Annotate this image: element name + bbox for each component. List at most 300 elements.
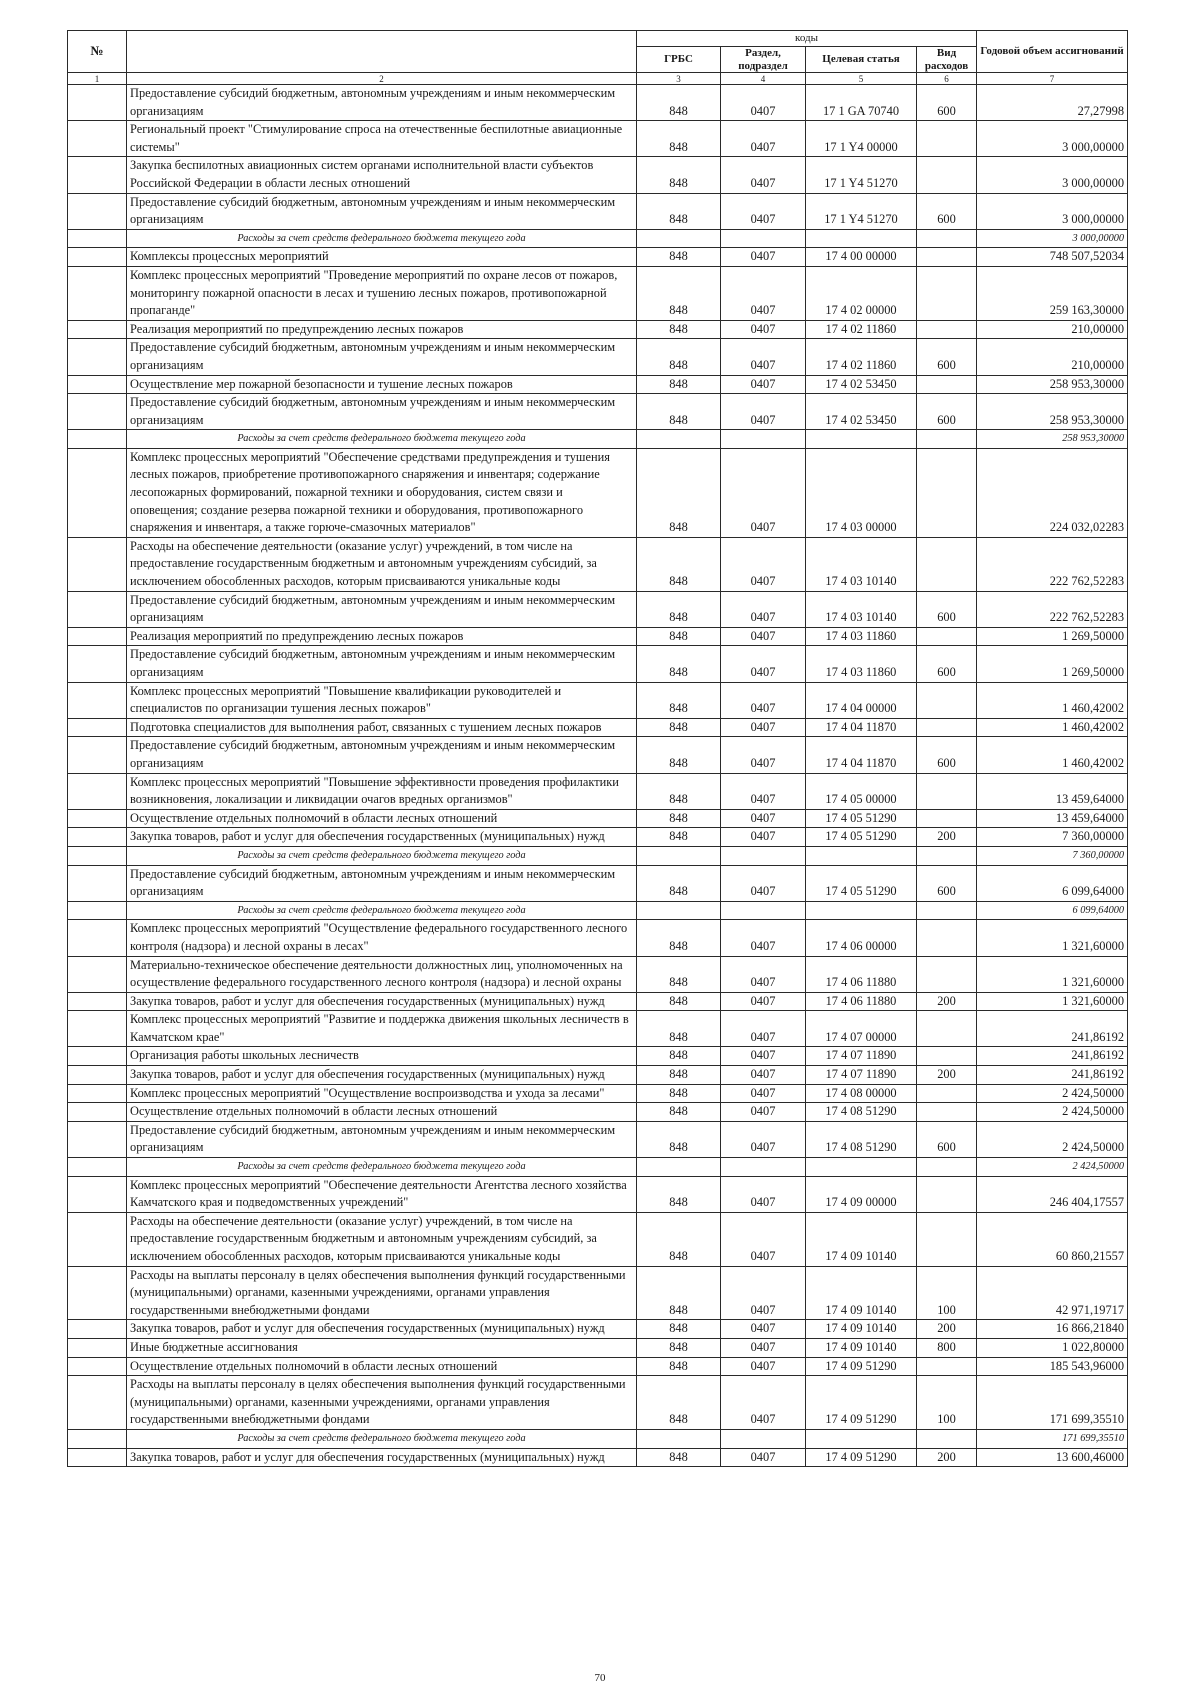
table-row <box>68 1212 1128 1266</box>
cell-grbs: 848 <box>637 627 721 646</box>
cell-num <box>68 1448 127 1467</box>
cell-num <box>68 846 127 865</box>
cell-grbs: 848 <box>637 1320 721 1339</box>
cell-vr <box>917 682 977 718</box>
cell-grbs: 848 <box>637 920 721 956</box>
cell-vr: 600 <box>917 394 977 430</box>
cell-grbs: 848 <box>637 1212 721 1266</box>
cell-vr <box>917 1084 977 1103</box>
table-row <box>68 737 1128 773</box>
table-body <box>68 85 1128 1467</box>
cell-grbs: 848 <box>637 1066 721 1085</box>
cell-vr <box>917 920 977 956</box>
cell-name: Расходы на выплаты персоналу в целях обеспечения выполнения функций государственными (муниципальными) органами, казенными учреждениями, органами управления государственными внебюджетными фондами <box>127 1376 637 1430</box>
cell-amount: 222 762,52283 <box>977 591 1128 627</box>
cell-vr: 600 <box>917 646 977 682</box>
cell-name: Осуществление мер пожарной безопасности и тушение лесных пожаров <box>127 375 637 394</box>
cell-target: 17 4 09 10140 <box>806 1338 917 1357</box>
cell-grbs: 848 <box>637 1338 721 1357</box>
header-target: Целевая статья <box>806 47 917 73</box>
table-row <box>68 1266 1128 1320</box>
table-row <box>68 992 1128 1011</box>
cell-num <box>68 1158 127 1177</box>
header-section: Раздел, подраздел <box>721 47 806 73</box>
cell-section: 0407 <box>721 248 806 267</box>
cell-vr: 600 <box>917 1121 977 1157</box>
cell-name: Комплекс процессных мероприятий "Проведение мероприятий по охране лесов от пожаров, мониторингу пожарной опасности в лесах и тушению лесных пожаров, противопожарной пропаганде" <box>127 266 637 320</box>
cell-amount: 27,27998 <box>977 85 1128 121</box>
cell-name: Закупка товаров, работ и услуг для обеспечения государственных (муниципальных) нужд <box>127 1066 637 1085</box>
cell-vr <box>917 956 977 992</box>
cell-grbs: 848 <box>637 394 721 430</box>
cell-section: 0407 <box>721 1212 806 1266</box>
cell-vr <box>917 627 977 646</box>
cell-num <box>68 646 127 682</box>
cell-name: Расходы за счет средств федерального бюджета текущего года <box>127 430 637 449</box>
cell-grbs: 848 <box>637 1357 721 1376</box>
cell-grbs <box>637 1158 721 1177</box>
cell-section: 0407 <box>721 591 806 627</box>
cell-amount: 185 543,96000 <box>977 1357 1128 1376</box>
cell-target: 17 4 03 11860 <box>806 627 917 646</box>
cell-section: 0407 <box>721 1338 806 1357</box>
cell-section: 0407 <box>721 85 806 121</box>
cell-num <box>68 627 127 646</box>
cell-num <box>68 1212 127 1266</box>
federal-budget-row <box>68 1158 1128 1177</box>
cell-num <box>68 394 127 430</box>
table-row <box>68 537 1128 591</box>
cell-num <box>68 773 127 809</box>
cell-grbs: 848 <box>637 773 721 809</box>
table-row <box>68 266 1128 320</box>
cell-vr: 100 <box>917 1266 977 1320</box>
cell-section <box>721 846 806 865</box>
cell-name: Комплекс процессных мероприятий "Обеспечение средствами предупреждения и тушения лесных пожаров, приобретение противопожарного снаряжения и инвентаря; содержание лесопожарных формирований, пожарной техники и оборудования, систем связи и оповещения; создание резерва пожарной техники и оборудования, противопожарного снаряжения и инвентаря, а также горюче-смазочных материалов" <box>127 448 637 537</box>
cell-num <box>68 901 127 920</box>
header-name <box>127 31 637 73</box>
col-number: 1 <box>68 73 127 85</box>
federal-budget-row <box>68 1429 1128 1448</box>
cell-section: 0407 <box>721 157 806 193</box>
cell-target: 17 4 03 11860 <box>806 646 917 682</box>
header-grbs: ГРБС <box>637 47 721 73</box>
cell-section: 0407 <box>721 320 806 339</box>
cell-section: 0407 <box>721 956 806 992</box>
cell-name: Предоставление субсидий бюджетным, автономным учреждениям и иным некоммерческим организациям <box>127 591 637 627</box>
cell-target: 17 4 03 10140 <box>806 537 917 591</box>
table-row <box>68 1084 1128 1103</box>
cell-amount: 241,86192 <box>977 1066 1128 1085</box>
cell-vr <box>917 1429 977 1448</box>
cell-target: 17 4 09 10140 <box>806 1212 917 1266</box>
table-row <box>68 1121 1128 1157</box>
cell-num <box>68 266 127 320</box>
cell-name: Расходы за счет средств федерального бюджета текущего года <box>127 1429 637 1448</box>
cell-num <box>68 718 127 737</box>
cell-vr: 600 <box>917 339 977 375</box>
cell-num <box>68 1357 127 1376</box>
header-codes: коды <box>637 31 977 47</box>
cell-section: 0407 <box>721 773 806 809</box>
cell-amount: 210,00000 <box>977 320 1128 339</box>
cell-target: 17 4 09 51290 <box>806 1448 917 1467</box>
cell-grbs: 848 <box>637 1047 721 1066</box>
cell-grbs: 848 <box>637 646 721 682</box>
cell-amount: 241,86192 <box>977 1047 1128 1066</box>
federal-budget-row <box>68 430 1128 449</box>
cell-num <box>68 1320 127 1339</box>
cell-num <box>68 682 127 718</box>
table-row <box>68 375 1128 394</box>
table-row <box>68 1066 1128 1085</box>
cell-target <box>806 430 917 449</box>
cell-vr: 600 <box>917 85 977 121</box>
cell-amount: 42 971,19717 <box>977 1266 1128 1320</box>
cell-target: 17 1 Y4 51270 <box>806 193 917 229</box>
cell-name: Предоставление субсидий бюджетным, автономным учреждениям и иным некоммерческим организациям <box>127 193 637 229</box>
cell-grbs <box>637 430 721 449</box>
cell-amount: 171 699,35510 <box>977 1429 1128 1448</box>
cell-section: 0407 <box>721 646 806 682</box>
cell-grbs <box>637 846 721 865</box>
table-row <box>68 1176 1128 1212</box>
cell-amount: 1 460,42002 <box>977 737 1128 773</box>
cell-num <box>68 809 127 828</box>
cell-num <box>68 992 127 1011</box>
cell-name: Реализация мероприятий по предупреждению лесных пожаров <box>127 627 637 646</box>
cell-amount: 13 459,64000 <box>977 773 1128 809</box>
cell-amount: 13 600,46000 <box>977 1448 1128 1467</box>
cell-vr: 600 <box>917 737 977 773</box>
cell-target: 17 4 09 51290 <box>806 1376 917 1430</box>
cell-vr <box>917 266 977 320</box>
cell-amount: 258 953,30000 <box>977 430 1128 449</box>
cell-name: Реализация мероприятий по предупреждению лесных пожаров <box>127 320 637 339</box>
cell-num <box>68 193 127 229</box>
cell-section: 0407 <box>721 339 806 375</box>
cell-target: 17 4 00 00000 <box>806 248 917 267</box>
cell-section: 0407 <box>721 1266 806 1320</box>
cell-amount: 3 000,00000 <box>977 229 1128 248</box>
cell-section <box>721 1158 806 1177</box>
cell-amount: 259 163,30000 <box>977 266 1128 320</box>
cell-name: Расходы за счет средств федерального бюджета текущего года <box>127 901 637 920</box>
header-annual: Годовой объем ассигнований <box>977 31 1128 73</box>
cell-vr <box>917 248 977 267</box>
cell-section: 0407 <box>721 1320 806 1339</box>
cell-grbs: 848 <box>637 121 721 157</box>
cell-amount: 2 424,50000 <box>977 1121 1128 1157</box>
cell-vr <box>917 1176 977 1212</box>
cell-name: Предоставление субсидий бюджетным, автономным учреждениям и иным некоммерческим организациям <box>127 646 637 682</box>
cell-amount: 3 000,00000 <box>977 157 1128 193</box>
cell-section: 0407 <box>721 865 806 901</box>
cell-name: Материально-техническое обеспечение деятельности должностных лиц, уполномоченных на осуществление федерального государственного лесного контроля (надзора) и лесной охраны <box>127 956 637 992</box>
cell-amount: 1 321,60000 <box>977 956 1128 992</box>
cell-name: Закупка товаров, работ и услуг для обеспечения государственных (муниципальных) нужд <box>127 828 637 847</box>
cell-target: 17 4 09 10140 <box>806 1266 917 1320</box>
table-row <box>68 339 1128 375</box>
cell-grbs: 848 <box>637 248 721 267</box>
cell-target: 17 4 08 51290 <box>806 1103 917 1122</box>
cell-num <box>68 865 127 901</box>
cell-grbs: 848 <box>637 1376 721 1430</box>
cell-vr: 200 <box>917 1066 977 1085</box>
cell-grbs <box>637 901 721 920</box>
cell-amount: 222 762,52283 <box>977 537 1128 591</box>
cell-amount: 2 424,50000 <box>977 1158 1128 1177</box>
col-number: 6 <box>917 73 977 85</box>
page-number: 70 <box>594 1672 606 1684</box>
table-row <box>68 956 1128 992</box>
cell-num <box>68 591 127 627</box>
col-number: 5 <box>806 73 917 85</box>
cell-section: 0407 <box>721 737 806 773</box>
cell-amount: 1 321,60000 <box>977 920 1128 956</box>
cell-name: Расходы за счет средств федерального бюджета текущего года <box>127 229 637 248</box>
cell-grbs: 848 <box>637 809 721 828</box>
cell-section: 0407 <box>721 718 806 737</box>
cell-grbs: 848 <box>637 682 721 718</box>
cell-target: 17 1 GA 70740 <box>806 85 917 121</box>
cell-grbs: 848 <box>637 992 721 1011</box>
cell-amount: 3 000,00000 <box>977 193 1128 229</box>
cell-name: Закупка товаров, работ и услуг для обеспечения государственных (муниципальных) нужд <box>127 992 637 1011</box>
cell-target: 17 4 02 11860 <box>806 339 917 375</box>
cell-vr: 200 <box>917 992 977 1011</box>
cell-name: Комплекс процессных мероприятий "Обеспечение деятельности Агентства лесного хозяйства Камчатского края и подведомственных учреждений" <box>127 1176 637 1212</box>
cell-vr <box>917 718 977 737</box>
cell-target: 17 4 04 11870 <box>806 737 917 773</box>
cell-target: 17 4 02 11860 <box>806 320 917 339</box>
cell-amount: 16 866,21840 <box>977 1320 1128 1339</box>
cell-vr: 200 <box>917 828 977 847</box>
table-row <box>68 1448 1128 1467</box>
cell-grbs: 848 <box>637 718 721 737</box>
cell-amount: 1 460,42002 <box>977 682 1128 718</box>
cell-vr <box>917 901 977 920</box>
cell-vr <box>917 1047 977 1066</box>
cell-name: Комплексы процессных мероприятий <box>127 248 637 267</box>
cell-target: 17 4 06 11880 <box>806 992 917 1011</box>
cell-target: 17 4 07 11890 <box>806 1066 917 1085</box>
cell-target: 17 4 02 53450 <box>806 394 917 430</box>
cell-target: 17 4 09 00000 <box>806 1176 917 1212</box>
header-exp-type: Вид расходов <box>917 47 977 73</box>
cell-section: 0407 <box>721 920 806 956</box>
cell-grbs: 848 <box>637 1448 721 1467</box>
cell-section: 0407 <box>721 1066 806 1085</box>
cell-num <box>68 537 127 591</box>
cell-amount: 1 269,50000 <box>977 627 1128 646</box>
cell-vr <box>917 430 977 449</box>
cell-section: 0407 <box>721 394 806 430</box>
cell-amount: 258 953,30000 <box>977 375 1128 394</box>
cell-name: Иные бюджетные ассигнования <box>127 1338 637 1357</box>
cell-section <box>721 901 806 920</box>
cell-num <box>68 1047 127 1066</box>
cell-grbs: 848 <box>637 591 721 627</box>
cell-vr <box>917 1212 977 1266</box>
cell-grbs: 848 <box>637 375 721 394</box>
table-row <box>68 157 1128 193</box>
cell-section: 0407 <box>721 992 806 1011</box>
table-row <box>68 1376 1128 1430</box>
cell-vr <box>917 1103 977 1122</box>
cell-num <box>68 375 127 394</box>
cell-target <box>806 901 917 920</box>
cell-section: 0407 <box>721 682 806 718</box>
cell-target: 17 4 04 00000 <box>806 682 917 718</box>
cell-target: 17 4 06 11880 <box>806 956 917 992</box>
cell-num <box>68 1084 127 1103</box>
cell-section: 0407 <box>721 1011 806 1047</box>
cell-target: 17 4 02 53450 <box>806 375 917 394</box>
table-row <box>68 320 1128 339</box>
cell-name: Комплекс процессных мероприятий "Развитие и поддержка движения школьных лесничеств в Камчатском крае" <box>127 1011 637 1047</box>
cell-name: Расходы на выплаты персоналу в целях обеспечения выполнения функций государственными (муниципальными) органами, казенными учреждениями, органами управления государственными внебюджетными фондами <box>127 1266 637 1320</box>
cell-target <box>806 229 917 248</box>
cell-grbs: 848 <box>637 737 721 773</box>
cell-num <box>68 1266 127 1320</box>
cell-name: Закупка товаров, работ и услуг для обеспечения государственных (муниципальных) нужд <box>127 1448 637 1467</box>
table-row <box>68 718 1128 737</box>
cell-amount: 60 860,21557 <box>977 1212 1128 1266</box>
cell-amount: 1 269,50000 <box>977 646 1128 682</box>
col-number: 2 <box>127 73 637 85</box>
cell-name: Региональный проект "Стимулирование спроса на отечественные беспилотные авиационные системы" <box>127 121 637 157</box>
cell-amount: 2 424,50000 <box>977 1084 1128 1103</box>
header-num: № <box>68 31 127 73</box>
cell-num <box>68 737 127 773</box>
federal-budget-row <box>68 229 1128 248</box>
cell-amount: 210,00000 <box>977 339 1128 375</box>
cell-section: 0407 <box>721 1357 806 1376</box>
cell-target: 17 4 05 51290 <box>806 828 917 847</box>
cell-grbs: 848 <box>637 320 721 339</box>
cell-section: 0407 <box>721 828 806 847</box>
cell-vr <box>917 846 977 865</box>
federal-budget-row <box>68 901 1128 920</box>
cell-target: 17 4 08 00000 <box>806 1084 917 1103</box>
cell-section: 0407 <box>721 809 806 828</box>
cell-num <box>68 248 127 267</box>
cell-vr <box>917 448 977 537</box>
cell-grbs <box>637 229 721 248</box>
cell-name: Расходы за счет средств федерального бюджета текущего года <box>127 1158 637 1177</box>
cell-section <box>721 229 806 248</box>
cell-vr: 600 <box>917 865 977 901</box>
col-number: 7 <box>977 73 1128 85</box>
cell-target: 17 4 09 51290 <box>806 1357 917 1376</box>
cell-amount: 2 424,50000 <box>977 1103 1128 1122</box>
table-row <box>68 193 1128 229</box>
cell-target: 17 4 03 10140 <box>806 591 917 627</box>
cell-name: Предоставление субсидий бюджетным, автономным учреждениям и иным некоммерческим организациям <box>127 339 637 375</box>
cell-target: 17 4 07 00000 <box>806 1011 917 1047</box>
cell-grbs: 848 <box>637 266 721 320</box>
cell-amount: 171 699,35510 <box>977 1376 1128 1430</box>
cell-target: 17 4 05 51290 <box>806 809 917 828</box>
cell-target: 17 4 03 00000 <box>806 448 917 537</box>
federal-budget-row <box>68 846 1128 865</box>
cell-grbs: 848 <box>637 956 721 992</box>
cell-num <box>68 920 127 956</box>
cell-target: 17 4 09 10140 <box>806 1320 917 1339</box>
cell-vr <box>917 1357 977 1376</box>
cell-section: 0407 <box>721 1047 806 1066</box>
cell-grbs: 848 <box>637 157 721 193</box>
cell-vr <box>917 121 977 157</box>
cell-name: Предоставление субсидий бюджетным, автономным учреждениям и иным некоммерческим организациям <box>127 1121 637 1157</box>
cell-grbs: 848 <box>637 1121 721 1157</box>
table-row <box>68 591 1128 627</box>
cell-vr: 600 <box>917 193 977 229</box>
cell-num <box>68 320 127 339</box>
cell-vr <box>917 229 977 248</box>
cell-vr <box>917 773 977 809</box>
cell-name: Расходы за счет средств федерального бюджета текущего года <box>127 846 637 865</box>
cell-name: Комплекс процессных мероприятий "Повышение эффективности проведения профилактики возникновения, локализации и ликвидации очагов вредных организмов" <box>127 773 637 809</box>
cell-section: 0407 <box>721 537 806 591</box>
cell-section: 0407 <box>721 448 806 537</box>
cell-grbs: 848 <box>637 1103 721 1122</box>
cell-amount: 1 022,80000 <box>977 1338 1128 1357</box>
cell-section <box>721 1429 806 1448</box>
table-row <box>68 1357 1128 1376</box>
cell-name: Предоставление субсидий бюджетным, автономным учреждениям и иным некоммерческим организациям <box>127 85 637 121</box>
cell-num <box>68 1121 127 1157</box>
cell-num <box>68 1338 127 1357</box>
cell-section: 0407 <box>721 1376 806 1430</box>
cell-target: 17 4 04 11870 <box>806 718 917 737</box>
table-row <box>68 920 1128 956</box>
cell-num <box>68 1429 127 1448</box>
cell-target: 17 4 08 51290 <box>806 1121 917 1157</box>
table-row <box>68 828 1128 847</box>
cell-amount: 13 459,64000 <box>977 809 1128 828</box>
cell-name: Предоставление субсидий бюджетным, автономным учреждениям и иным некоммерческим организациям <box>127 394 637 430</box>
cell-vr <box>917 1158 977 1177</box>
cell-num <box>68 1066 127 1085</box>
cell-vr: 100 <box>917 1376 977 1430</box>
cell-name: Закупка товаров, работ и услуг для обеспечения государственных (муниципальных) нужд <box>127 1320 637 1339</box>
table-row <box>68 646 1128 682</box>
cell-amount: 1 460,42002 <box>977 718 1128 737</box>
cell-name: Комплекс процессных мероприятий "Осуществление воспроизводства и ухода за лесами" <box>127 1084 637 1103</box>
cell-section: 0407 <box>721 627 806 646</box>
cell-grbs: 848 <box>637 828 721 847</box>
table-row <box>68 248 1128 267</box>
cell-target: 17 4 02 00000 <box>806 266 917 320</box>
cell-vr: 200 <box>917 1448 977 1467</box>
cell-target <box>806 846 917 865</box>
cell-num <box>68 121 127 157</box>
cell-name: Комплекс процессных мероприятий "Повышение квалификации руководителей и специалистов по организации тушения лесных пожаров" <box>127 682 637 718</box>
cell-name: Расходы на обеспечение деятельности (оказание услуг) учреждений, в том числе на предоставление государственным бюджетным и автономным учреждениям субсидий, за исключением обособленных расходов, которым присваиваются уникальные коды <box>127 537 637 591</box>
table-row <box>68 865 1128 901</box>
cell-grbs: 848 <box>637 537 721 591</box>
cell-section: 0407 <box>721 1448 806 1467</box>
cell-vr <box>917 157 977 193</box>
cell-vr <box>917 375 977 394</box>
col-number: 4 <box>721 73 806 85</box>
table-row <box>68 1047 1128 1066</box>
cell-section: 0407 <box>721 193 806 229</box>
cell-target <box>806 1158 917 1177</box>
cell-grbs <box>637 1429 721 1448</box>
